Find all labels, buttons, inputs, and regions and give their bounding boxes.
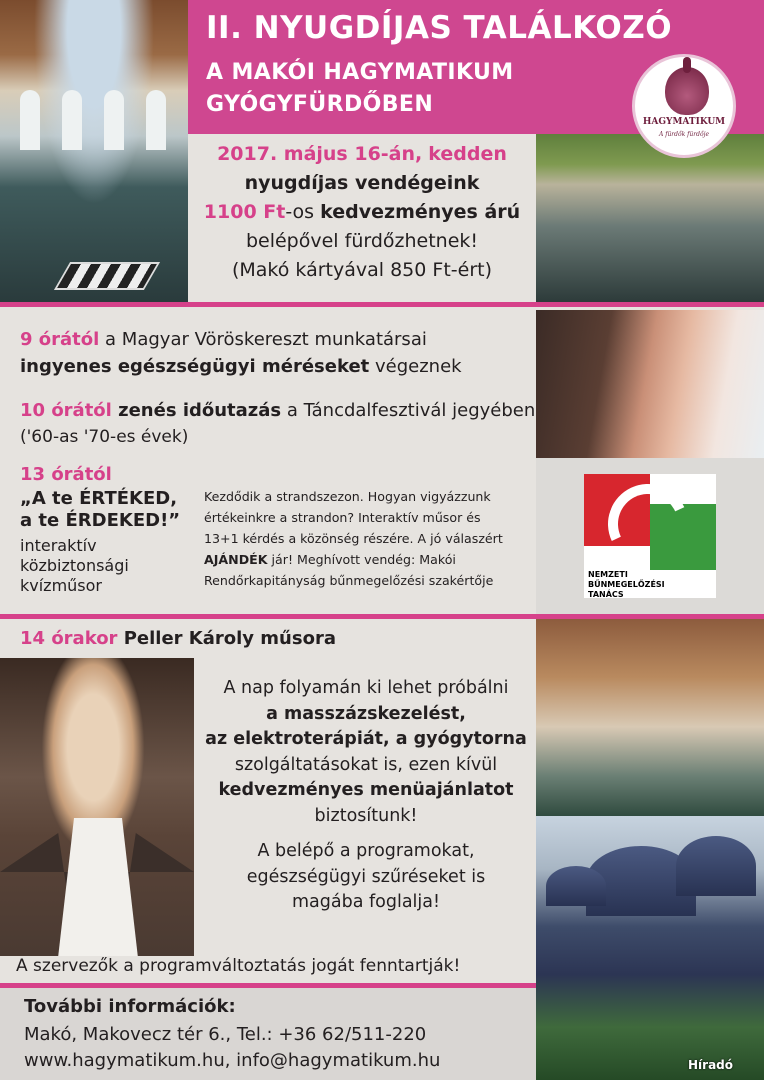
logo-tagline: A fürdők fürdője [658,131,709,138]
dome [546,866,606,906]
divider [0,302,764,307]
entry-line: belépővel fürdőzhetnek! [245,230,479,252]
services-text: A nap folyamán ki lehet próbálni a masszázskezelést, az elektroterápiát, a gyógytorna szolgáltatásokat is, ezen kívül kedvezményes menüajánlatot biztosítunk! A belépő a programokat, egészségügyi szűréseket is magába foglalja! [205,678,527,912]
health-check-photo [536,310,764,458]
program-item-3-time: 13 órától [20,464,112,485]
banner-subtitle-1: A MAKÓI HAGYMATIKUM [206,60,514,85]
footer-address: Makó, Makovecz tér 6., Tel.: +36 62/511-220 [24,1024,427,1045]
nbt-logo: NEMZETI BŰNMEGELŐZÉSI TANÁCS [584,474,716,598]
performer-portrait [0,658,194,956]
banner-title: II. NYUGDÍJAS TALÁLKOZÓ [206,10,673,46]
pool-photo-right [536,134,764,302]
quiz-description: Kezdődik a strandszezon. Hogyan vigyázzunk értékeinkre a strandon? Interaktív műsor és 13+1 kérdés a közönség részére. A jó válaszért AJÁNDÉK jár! Meghívott vendég: Makói Rendőrkapitányság bűnmegelőzési szakértője [204,489,503,588]
price-line: 1100 Ft-os kedvezményes árú [203,201,521,223]
quiz-sub-3: kvízműsor [20,576,103,595]
contact-footer [0,988,536,1080]
guests-line: nyugdíjas vendégeink [244,172,480,194]
window-arch [146,90,166,150]
window-arch [20,90,40,150]
program-item-2: 10 órától zenés időutazás a Táncdalfesztivál jegyében [20,400,536,421]
portrait-shirt [58,818,138,956]
date-line: 2017. május 16-án, kedden [217,143,507,165]
watermark: Híradó [688,1058,734,1072]
quiz-sub-1: interaktív [20,536,97,555]
divider [0,614,764,619]
spa-building-photo [536,816,764,1080]
window-arch [104,90,124,150]
program-item-1: 9 órától a Magyar Vöröskereszt munkatársai [20,329,427,350]
card-note: (Makó kártyával 850 Ft-ért) [231,259,492,281]
program-item-1-detail: ingyenes egészségügyi méréseket végeznek [20,356,462,377]
footer-heading: További információk: [24,996,236,1017]
window-arch [62,90,82,150]
banner-subtitle-2: GYÓGYFÜRDŐBEN [206,92,434,117]
program-item-2-detail: ('60-as '70-es évek) [20,427,189,447]
dome [676,836,756,896]
footer-web[interactable]: www.hagymatikum.hu, info@hagymatikum.hu [24,1050,441,1071]
quiz-title-2: a te ÉRDEKED!” [20,510,181,531]
quiz-title-1: „A te ÉRTÉKED, [20,488,178,509]
spa-interior-photo [536,618,764,816]
peller-heading: 14 órakor Peller Károly műsora [20,628,336,649]
hagymatikum-logo [632,54,736,158]
date-info [188,140,536,302]
floating-chessboard [54,262,160,290]
logo-name: HAGYMATIKUM [642,117,726,127]
organizer-notice: A szervezők a programváltoztatás jogát fenntartják! [16,956,461,976]
pool-photo-left [0,0,188,302]
onion-icon [665,67,709,115]
quiz-sub-2: közbiztonsági [20,556,129,575]
